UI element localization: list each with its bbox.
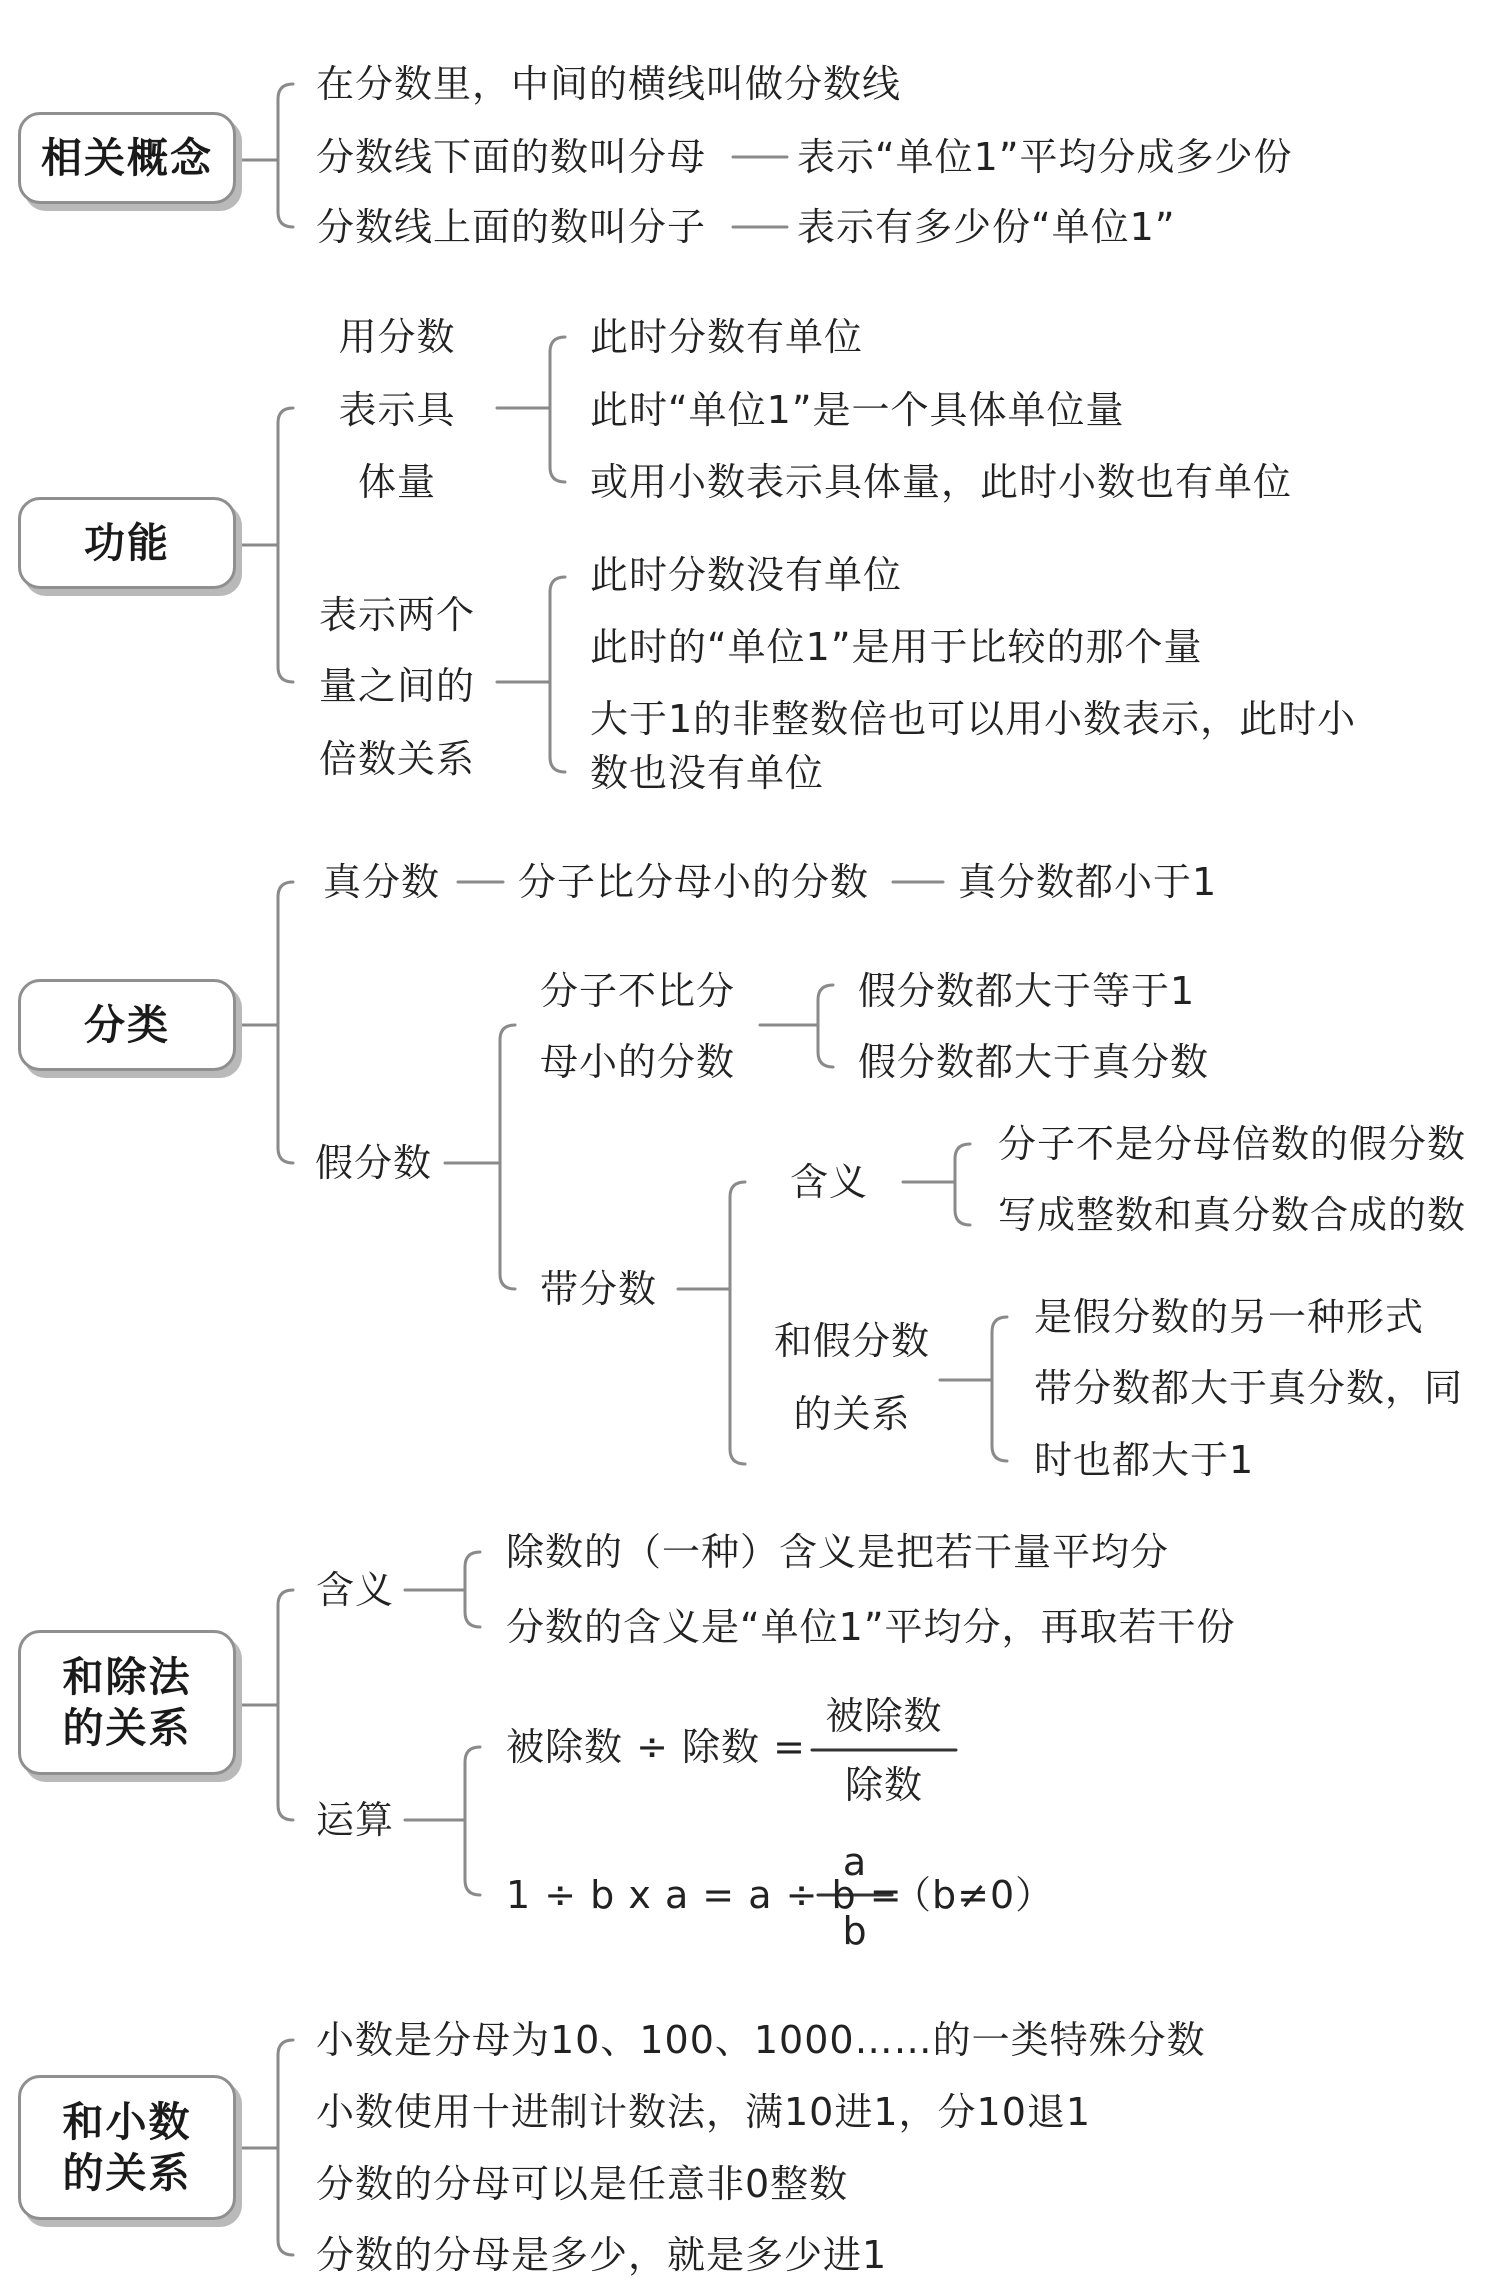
- function-multiple-item: 此时分数没有单位: [590, 553, 903, 597]
- function-multiple-item: 此时的“单位1”是用于比较的那个量: [590, 625, 1203, 669]
- mixed-number-meaning-item: 分子不是分母倍数的假分数: [998, 1122, 1467, 1166]
- decimal-relation-item: 小数是分母为10、100、1000……的一类特殊分数: [316, 2018, 1206, 2062]
- category-title: 相关概念: [41, 133, 213, 182]
- function-multiple-item: 数也没有单位: [590, 751, 825, 795]
- improper-fraction-property: 假分数都大于等于1: [858, 969, 1196, 1013]
- improper-fraction-definition: 分子不比分: [540, 969, 736, 1013]
- division-operation: 运算: [316, 1798, 395, 1842]
- category-title: 分类: [84, 1000, 170, 1049]
- category-title: 和除法: [62, 1653, 192, 1702]
- mixed-number-relation: 和假分数: [773, 1319, 931, 1363]
- concept-fraction-line: 在分数里，中间的横线叫做分数线: [316, 62, 902, 106]
- improper-fraction-property: 假分数都大于真分数: [858, 1040, 1210, 1084]
- concept-numerator: 分数线上面的数叫分子: [316, 205, 707, 249]
- proper-fraction-note: 真分数都小于1: [958, 860, 1218, 904]
- mixed-number-relation-item: 带分数都大于真分数，同: [1034, 1366, 1464, 1410]
- function-branch-multiple: 倍数关系: [318, 737, 476, 781]
- mixed-number: 带分数: [540, 1267, 658, 1311]
- category-title: 的关系: [62, 2148, 192, 2197]
- formula-condition: （b≠0）: [893, 1873, 1055, 1917]
- function-branch-multiple: 量之间的: [318, 664, 476, 708]
- category-title: 功能: [84, 518, 170, 567]
- concept-numerator-meaning: 表示有多少份“单位1”: [797, 205, 1176, 249]
- formula-denominator: b: [842, 1909, 868, 1953]
- category-title: 和小数: [62, 2098, 192, 2147]
- function-quantity-item: 此时分数有单位: [590, 315, 864, 359]
- mixed-number-meaning: 含义: [790, 1160, 869, 1204]
- category-box-function: [18, 497, 236, 589]
- formula-left: 被除数 ÷ 除数 =: [506, 1725, 806, 1769]
- function-branch-multiple: 表示两个: [318, 593, 476, 637]
- division-meaning-item: 分数的含义是“单位1”平均分，再取若干份: [506, 1605, 1236, 1649]
- function-multiple-item: 大于1的非整数倍也可以用小数表示，此时小: [590, 697, 1357, 741]
- formula-numerator: 被除数: [825, 1694, 943, 1738]
- mixed-number-relation-item: 是假分数的另一种形式: [1034, 1295, 1425, 1339]
- formula-denominator: 除数: [844, 1763, 924, 1807]
- category-box-classification: [18, 979, 236, 1071]
- improper-fraction: 假分数: [315, 1141, 433, 1185]
- function-branch-quantity: 体量: [357, 460, 437, 504]
- improper-fraction-definition: 母小的分数: [540, 1040, 736, 1084]
- formula-numerator: a: [842, 1840, 868, 1884]
- decimal-relation-item: 分数的分母是多少，就是多少进1: [316, 2233, 888, 2277]
- category-box-related-concepts: [18, 112, 236, 204]
- function-branch-quantity: 表示具: [338, 388, 456, 432]
- mixed-number-relation: 的关系: [793, 1392, 911, 1436]
- function-quantity-item: 此时“单位1”是一个具体单位量: [590, 388, 1125, 432]
- mixed-number-meaning-item: 写成整数和真分数合成的数: [998, 1193, 1467, 1237]
- proper-fraction: 真分数: [323, 860, 441, 904]
- proper-fraction-definition: 分子比分母小的分数: [518, 860, 870, 904]
- decimal-relation-item: 小数使用十进制计数法，满10进1，分10退1: [316, 2090, 1092, 2134]
- formula-left: 1 ÷ b x a = a ÷ b =: [506, 1873, 903, 1917]
- division-meaning: 含义: [316, 1568, 395, 1612]
- category-box-division-relation: [18, 1630, 236, 1775]
- category-title: 的关系: [62, 1703, 192, 1752]
- mixed-number-relation-item: 时也都大于1: [1034, 1438, 1255, 1482]
- category-box-decimal-relation: [18, 2075, 236, 2220]
- concept-denominator-meaning: 表示“单位1”平均分成多少份: [797, 135, 1293, 179]
- concept-denominator: 分数线下面的数叫分母: [316, 135, 707, 179]
- function-quantity-item: 或用小数表示具体量，此时小数也有单位: [590, 460, 1293, 504]
- division-meaning-item: 除数的（一种）含义是把若干量平均分: [506, 1530, 1170, 1574]
- decimal-relation-item: 分数的分母可以是任意非0整数: [316, 2162, 849, 2206]
- function-branch-quantity: 用分数: [338, 315, 456, 359]
